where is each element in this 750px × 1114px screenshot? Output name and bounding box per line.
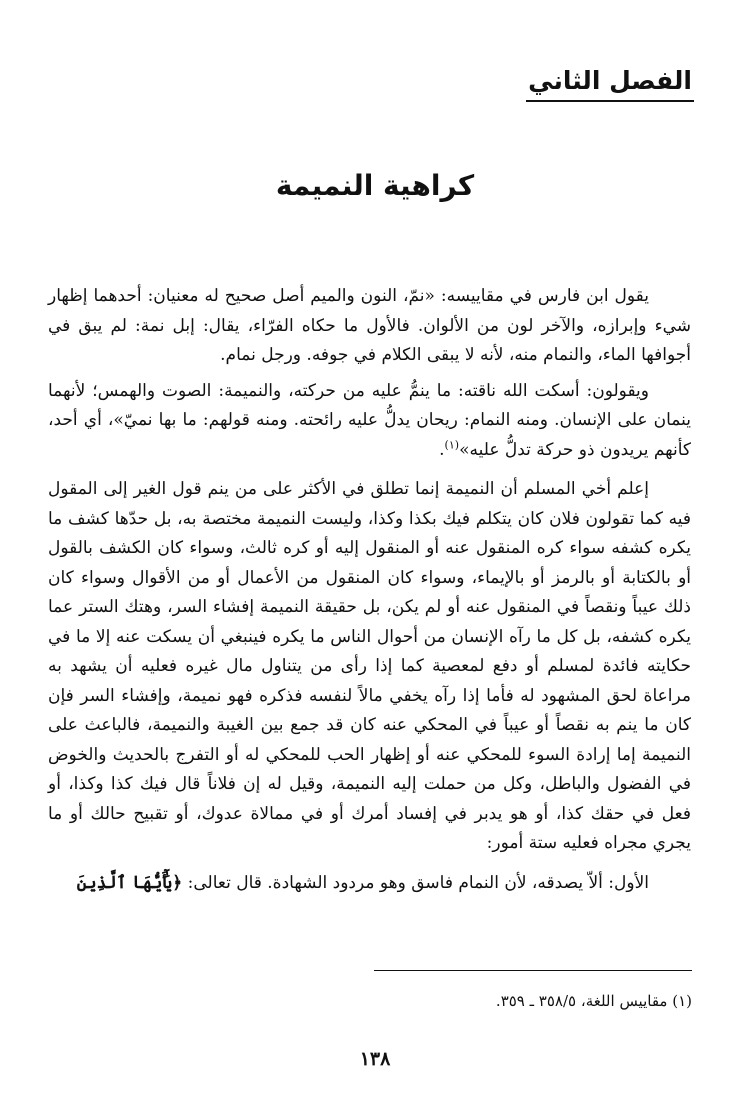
paragraph-4 — [48, 869, 691, 899]
body-text — [48, 282, 691, 908]
footnote: (١) مقاييس اللغة، ٣٥٨/٥ ـ ٣٥٩. — [495, 992, 692, 1010]
paragraph-2-text: ويقولون: أسكت الله ناقته: ما ينمُّ عليه من حركته، والنميمة: الصوت والهمس؛ لأنهما ينمان على الإنسان. ومنه النمام: ريحان يدلُّ عليه رائحته. ومنه قولهم: ما بها نميّ»، أي أحد، كأنهم يريدون ذو حركة تدلُّ عليه» — [48, 380, 691, 460]
paragraph-1: يقول ابن فارس في مقاييسه: «نمّ، النون والميم أصل صحيح له معنيان: أحدهما إظهار شيء وإبرازه، والآخر لون من الألوان. فالأول ما حكاه الفرّاء، يقال: إبل نمة: لم يبق في أجوافها الماء، والنمام منه، لأنه لا يبقى الكلام في جوفه. ورجل نمام. — [48, 286, 691, 365]
chapter-underline — [526, 100, 694, 102]
paragraph-2: ويقولون: أسكت الله ناقته: ما ينمُّ عليه من حركته، والنميمة: الصوت والهمس؛ لأنهما ينمان على الإنسان. ومنه النمام: ريحان يدلُّ عليه رائحته. ومنه قولهم: ما بها نميّ»، أي أحد، كأنهم يريدون ذو حركة تدلُّ عليه»$^{(١)}$. — [48, 380, 691, 460]
quran-verse-fragment: ﴿يَٰٓأَيُّهَا ٱلَّذِينَ — [76, 872, 183, 893]
chapter-title: الفصل الثاني — [528, 66, 692, 95]
page-number: ١٣٨ — [359, 1048, 391, 1070]
chapter-header — [526, 64, 692, 102]
paragraph-3: إعلم أخي المسلم أن النميمة إنما تطلق في الأكثر على من ينم قول الغير إلى المقول فيه كما تقولون فلان كان يتكلم فيك بكذا وكذا، وليست النميمة مختصة به، بل حدّها كشف ما يكره كشفه سواء كره المنقول عنه أو المنقول إليه أو كره ثالث، وسواء كان الكشف بالقول أو بالكتابة أو بالرمز أو بالإيماء، وسواء كان المنقول من الأعمال أو من الأقوال وسواء كان ذلك عيباً ونقصاً في المنقول عنه أو لم يكن، بل حقيقة النميمة إفشاء السر، وهتك الستر عما يكره كشفه، بل كل ما رآه الإنسان من أحوال الناس ما يكره فينبغي أن يسكت عنه إلا ما في حكايته فائدة لمسلم أو دفع لمعصية كما إذا رأى من يتناول مال غيره فعليه أن يشهد به مراعاة لحق المشهود له فأما إذا رآه يخفي مالاً لنفسه فذكره فهو نميمة، وإفشاء السر فإن كان ما ينم به نقصاً أو عيباً في المحكي عنه كان قد جمع بين الغيبة والنميمة، فالباعث على النميمة إما إرادة السوء للمحكي عنه أو إظهار الحب للمحكي له أو التفرج بالحديث والخوض في الفضول والباطل، وكل من حملت إليه النميمة، وقيل له إن فلاناً قال فيك كذا وكذا، أو فعل في حقك كذا، أو هو يدبر في إفساد أمرك أو في ممالاة عدوك، أو تقبيح حالك أو ما يجري مجراه فعليه ستة أمور: — [48, 479, 691, 853]
section-title: كراهية النميمة — [275, 169, 475, 202]
footnote-divider — [374, 970, 692, 971]
footnote-reference: (١) — [444, 437, 460, 451]
paragraph-4-text: الأول: ألاّ يصدقه، لأن النمام فاسق وهو مردود الشهادة. قال تعالى: — [187, 872, 649, 893]
